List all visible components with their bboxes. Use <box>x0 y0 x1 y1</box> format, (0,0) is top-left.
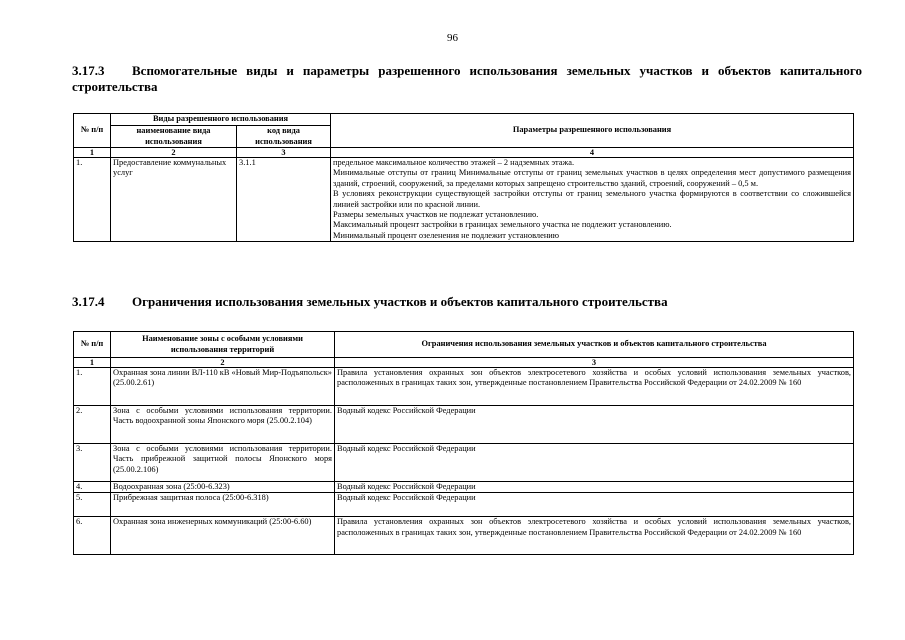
use-params <box>331 158 854 242</box>
zone-limits: Водный кодекс Российской Федерации <box>335 406 854 444</box>
index-cell: 3 <box>237 148 331 158</box>
permitted-use-table <box>73 113 854 242</box>
param-line: Максимальный процент застройки в границах земельного участка не подлежит установлению. <box>333 220 672 230</box>
section-title: Ограничения использования земельных участков и объектов капитального строительства <box>132 294 668 309</box>
section-title: Вспомогательные виды и параметры разрешенного использования земельных участков и объектов капитального строительства <box>72 63 862 94</box>
zone-name: Охранная зона линии ВЛ-110 кВ «Новый Мир-Подъяпольск» (25.00.2.61) <box>111 368 335 406</box>
row-num: 1. <box>74 368 111 406</box>
index-cell: 1 <box>74 148 111 158</box>
page-number: 96 <box>447 32 458 44</box>
restrictions-table <box>73 331 854 555</box>
row-num: 5. <box>74 493 111 517</box>
table-row <box>74 517 854 555</box>
zone-limits: Водный кодекс Российской Федерации <box>335 493 854 517</box>
section-number: 3.17.4 <box>72 294 105 309</box>
index-cell: 3 <box>335 358 854 368</box>
index-cell: 1 <box>74 358 111 368</box>
zone-limits: Водный кодекс Российской Федерации <box>335 482 854 493</box>
table-row <box>74 368 854 406</box>
zone-name: Зона с особыми условиями использования территории. Часть водоохранной зоны Японского моря (25.00.2.104) <box>111 406 335 444</box>
zone-name: Прибрежная защитная полоса (25:00-6.318) <box>111 493 335 517</box>
section-heading-3-17-4 <box>72 294 862 310</box>
param-line: Размеры земельных участков не подлежат установлению. <box>333 210 539 220</box>
table-row <box>74 158 854 242</box>
section-number: 3.17.3 <box>72 63 105 78</box>
row-num: 4. <box>74 482 111 493</box>
header-use-code: код вида использования <box>237 126 331 148</box>
index-cell: 2 <box>111 148 237 158</box>
header-zone: Наименование зоны с особыми условиями использования территорий <box>111 332 335 358</box>
zone-name: Зона с особыми условиями использования территории. Часть прибрежной защитной полосы Японского моря (25.00.2.106) <box>111 444 335 482</box>
header-params: Параметры разрешенного использования <box>331 114 854 148</box>
use-name: Предоставление коммунальных услуг <box>111 158 237 242</box>
row-num: 3. <box>74 444 111 482</box>
row-num: 2. <box>74 406 111 444</box>
param-line: Минимальный процент озеленения не подлежит установлению <box>333 230 560 240</box>
row-num: 6. <box>74 517 111 555</box>
use-code: 3.1.1 <box>237 158 331 242</box>
index-cell: 2 <box>111 358 335 368</box>
header-limits: Ограничения использования земельных участков и объектов капитального строительства <box>335 332 854 358</box>
param-line: предельное максимальное количество этажей – 2 надземных этажа. <box>333 158 575 167</box>
header-num: № п/п <box>74 114 111 148</box>
column-index-row <box>74 358 854 368</box>
index-cell: 4 <box>331 148 854 158</box>
section-heading-3-17-3 <box>72 63 862 95</box>
zone-limits: Правила установления охранных зон объектов электросетевого хозяйства и особых условий использования земельных участков, расположенных в границах таких зон, утвержденные постановлением Правительства Российской Федерации от 24.02.2009 № 160 <box>335 517 854 555</box>
table-row <box>74 493 854 517</box>
table-row <box>74 444 854 482</box>
row-num: 1. <box>74 158 111 242</box>
column-index-row <box>74 148 854 158</box>
zone-limits: Правила установления охранных зон объектов электросетевого хозяйства и особых условий использования земельных участков, расположенных в границах таких зон, утвержденные постановлением Правительства Российской Федерации от 24.02.2009 № 160 <box>335 368 854 406</box>
zone-name: Охранная зона инженерных коммуникаций (25:00-6.60) <box>111 517 335 555</box>
zone-name: Водоохранная зона (25:00-6.323) <box>111 482 335 493</box>
header-use-name: наименование вида использования <box>111 126 237 148</box>
table-row <box>74 406 854 444</box>
param-line: Минимальные отступы от границ Минимальные отступы от границ земельных участков в целях определения мест допустимого размещения зданий, строений, сооружений, за пределами которых запрещено строительство зданий, строений, сооружений – 0,5 м. <box>333 168 852 188</box>
header-use-group: Виды разрешенного использования <box>111 114 331 126</box>
table-row <box>74 482 854 493</box>
param-line: В условиях реконструкции существующей застройки отступы от границ земельного участка формируются в соответствии со сложившейся линией застройки или по красной линии. <box>333 189 852 209</box>
zone-limits: Водный кодекс Российской Федерации <box>335 444 854 482</box>
header-num: № п/п <box>74 332 111 358</box>
